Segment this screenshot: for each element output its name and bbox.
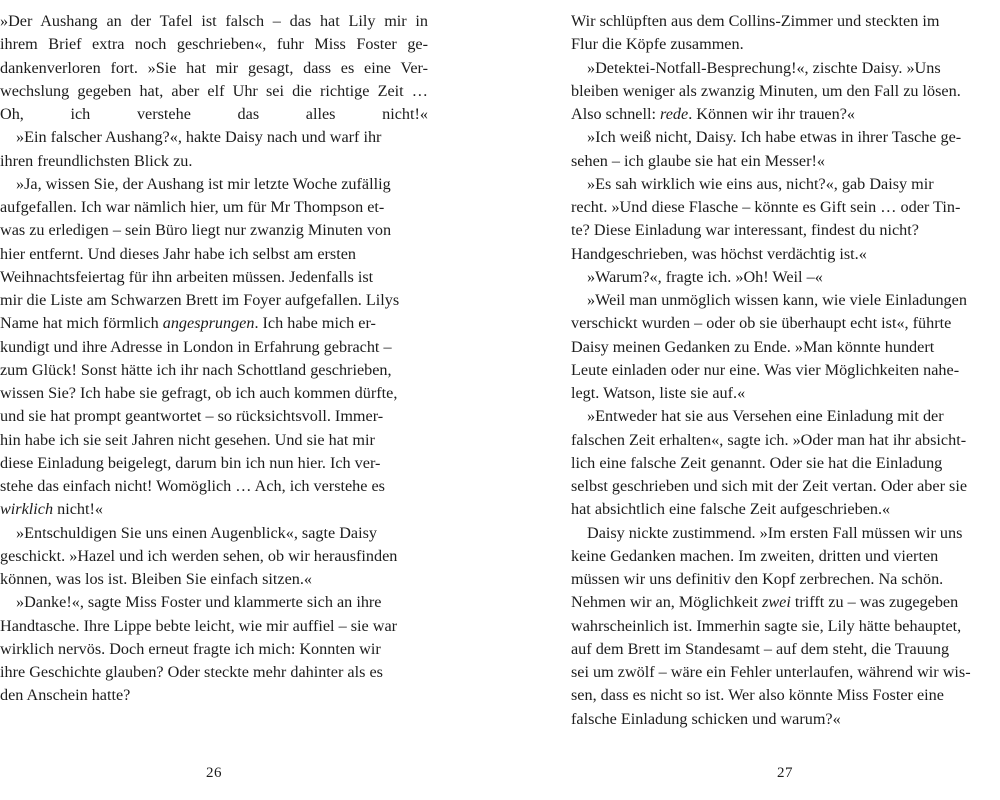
right-page bbox=[571, 10, 999, 800]
paragraph: »Warum?«, fragte ich. »Oh! Weil –« bbox=[587, 267, 823, 286]
emphasis-text: rede bbox=[660, 105, 689, 123]
paragraph: »Detektei-Notfall-Besprechung!«, zischte Daisy. »Uns bleiben weniger als zwanzig Minuten, um den Fall zu lösen. Also schnell: rede. Können wir ihr trauen?« bbox=[571, 58, 961, 123]
paragraph: »Danke!«, sagte Miss Foster und klammerte sich an ihre Handtasche. Ihre Lippe bebte leicht, wie mir auffiel – sie war wirklich nervös. Doch erneut fragte ich mich: Konnten wir ihre Geschichte glauben? Oder steckte mehr dahinter als es den Anschein hatte? bbox=[0, 593, 398, 705]
paragraph: »Entschuldigen Sie uns einen Augenblick«, sagte Daisy geschickt. »Hazel und ich werden sehen, ob wir herausfinden können, was los ist. Bleiben Sie einfach sitzen.« bbox=[0, 523, 398, 588]
paragraph: Daisy nickte zustimmend. »Im ersten Fall müssen wir uns keine Gedanken machen. Im zweiten, dritten und vierten müssen wir uns definitiv den Kopf zerbrechen. Na schön. Nehmen wir an, Möglichkeit zwei trifft zu – was zugegeben wahrscheinlich ist. Immerhin sagte sie, Lily hätte behauptet, auf dem Brett im Standesamt – auf dem steht, die Trauung sei um zwölf – wäre ein Fehler unterlaufen, während wir wis- sen, dass es nicht so ist. Wer also könnte Miss Foster eine falsche Einladung schicken und warum?« bbox=[571, 523, 971, 728]
paragraph: »Weil man unmöglich wissen kann, wie viele Einladungen verschickt wurden – oder ob sie überhaupt echt ist«, führte Daisy meinen Gedanken zu Ende. »Man könnte hundert Leute einladen oder nur eine. Was vier Möglichkeiten nahe- legt. Watson, liste sie auf.« bbox=[571, 291, 967, 402]
paragraph: Wir schlüpften aus dem Collins-Zimmer und steckten im Flur die Köpfe zusammen. bbox=[571, 12, 940, 54]
paragraph: »Ich weiß nicht, Daisy. Ich habe etwas in ihrer Tasche ge- sehen – ich glaube sie hat ein Messer!« bbox=[571, 128, 962, 170]
paragraph: »Ja, wissen Sie, der Aushang ist mir letzte Woche zufällig aufgefallen. Ich war nämlich hier, um für Mr Thompson et- was zu erledigen – sein Büro liegt nur zwanzig Minuten von hier entfernt. Und dieses Jahr habe ich selbst am ersten Weihnachtsfeiertag für ihn arbeiten müssen. Jedenfalls ist mir die Liste am Schwarzen Brett im Foyer aufgefallen. Lilys Name hat mich förmlich angesprungen. Ich habe mich er- kundigt und ihre Adresse in London in Erfahrung gebracht – zum Glück! Sonst hätte ich ihr nach Schottland geschrieben, wissen Sie? Ich habe sie gefragt, ob ich auch kommen dürfte, und sie hat prompt geantwortet – so rücksichtsvoll. Immer- hin habe ich sie seit Jahren nicht gesehen. Und sie hat mir diese Einladung beigelegt, darum bin ich nun hier. Ich ver- stehe das einfach nicht! Womöglich … Ach, ich verstehe es wirklich nicht!« bbox=[0, 174, 400, 519]
paragraph: »Der Aushang an der Tafel ist falsch – das hat Lily mir in ihrem Brief extra noch geschrieben«, fuhr Miss Foster ge- dankenverloren fort. »Sie hat mir gesagt, dass es eine Ver- wechslung gegeben hat, aber elf Uhr sei die richtige Zeit … Oh, ich verstehe das alles nicht!« bbox=[0, 12, 428, 123]
left-page bbox=[0, 10, 428, 800]
left-page-text bbox=[0, 10, 428, 708]
paragraph: »Ein falscher Aushang?«, hakte Daisy nach und warf ihr ihren freundlichsten Blick zu. bbox=[0, 128, 382, 170]
emphasis-text: zwei bbox=[762, 593, 791, 612]
emphasis-text: angesprungen bbox=[162, 314, 255, 333]
page-number: 27 bbox=[777, 765, 793, 781]
paragraph: »Entweder hat sie aus Versehen eine Einladung mit der falschen Zeit erhalten«, sagte ich. »Oder man hat ihr absicht- lich eine falsche Zeit genannt. Oder sie hat die Einladung selbst geschrieben und sich mit der Zeit vertan. Oder aber sie hat absichtlich eine falsche Zeit aufgeschrieben.« bbox=[571, 407, 968, 519]
page-number: 26 bbox=[206, 765, 222, 781]
emphasis-text: wirklich bbox=[0, 500, 54, 519]
paragraph: »Es sah wirklich wie eins aus, nicht?«, gab Daisy mir recht. »Und diese Flasche – könnte es Gift sein … oder Tin- te? Diese Einladung war interessant, findest du nicht? Handgeschrieben, was höchst verdächtig ist.« bbox=[571, 174, 961, 263]
right-page-text bbox=[571, 10, 999, 731]
